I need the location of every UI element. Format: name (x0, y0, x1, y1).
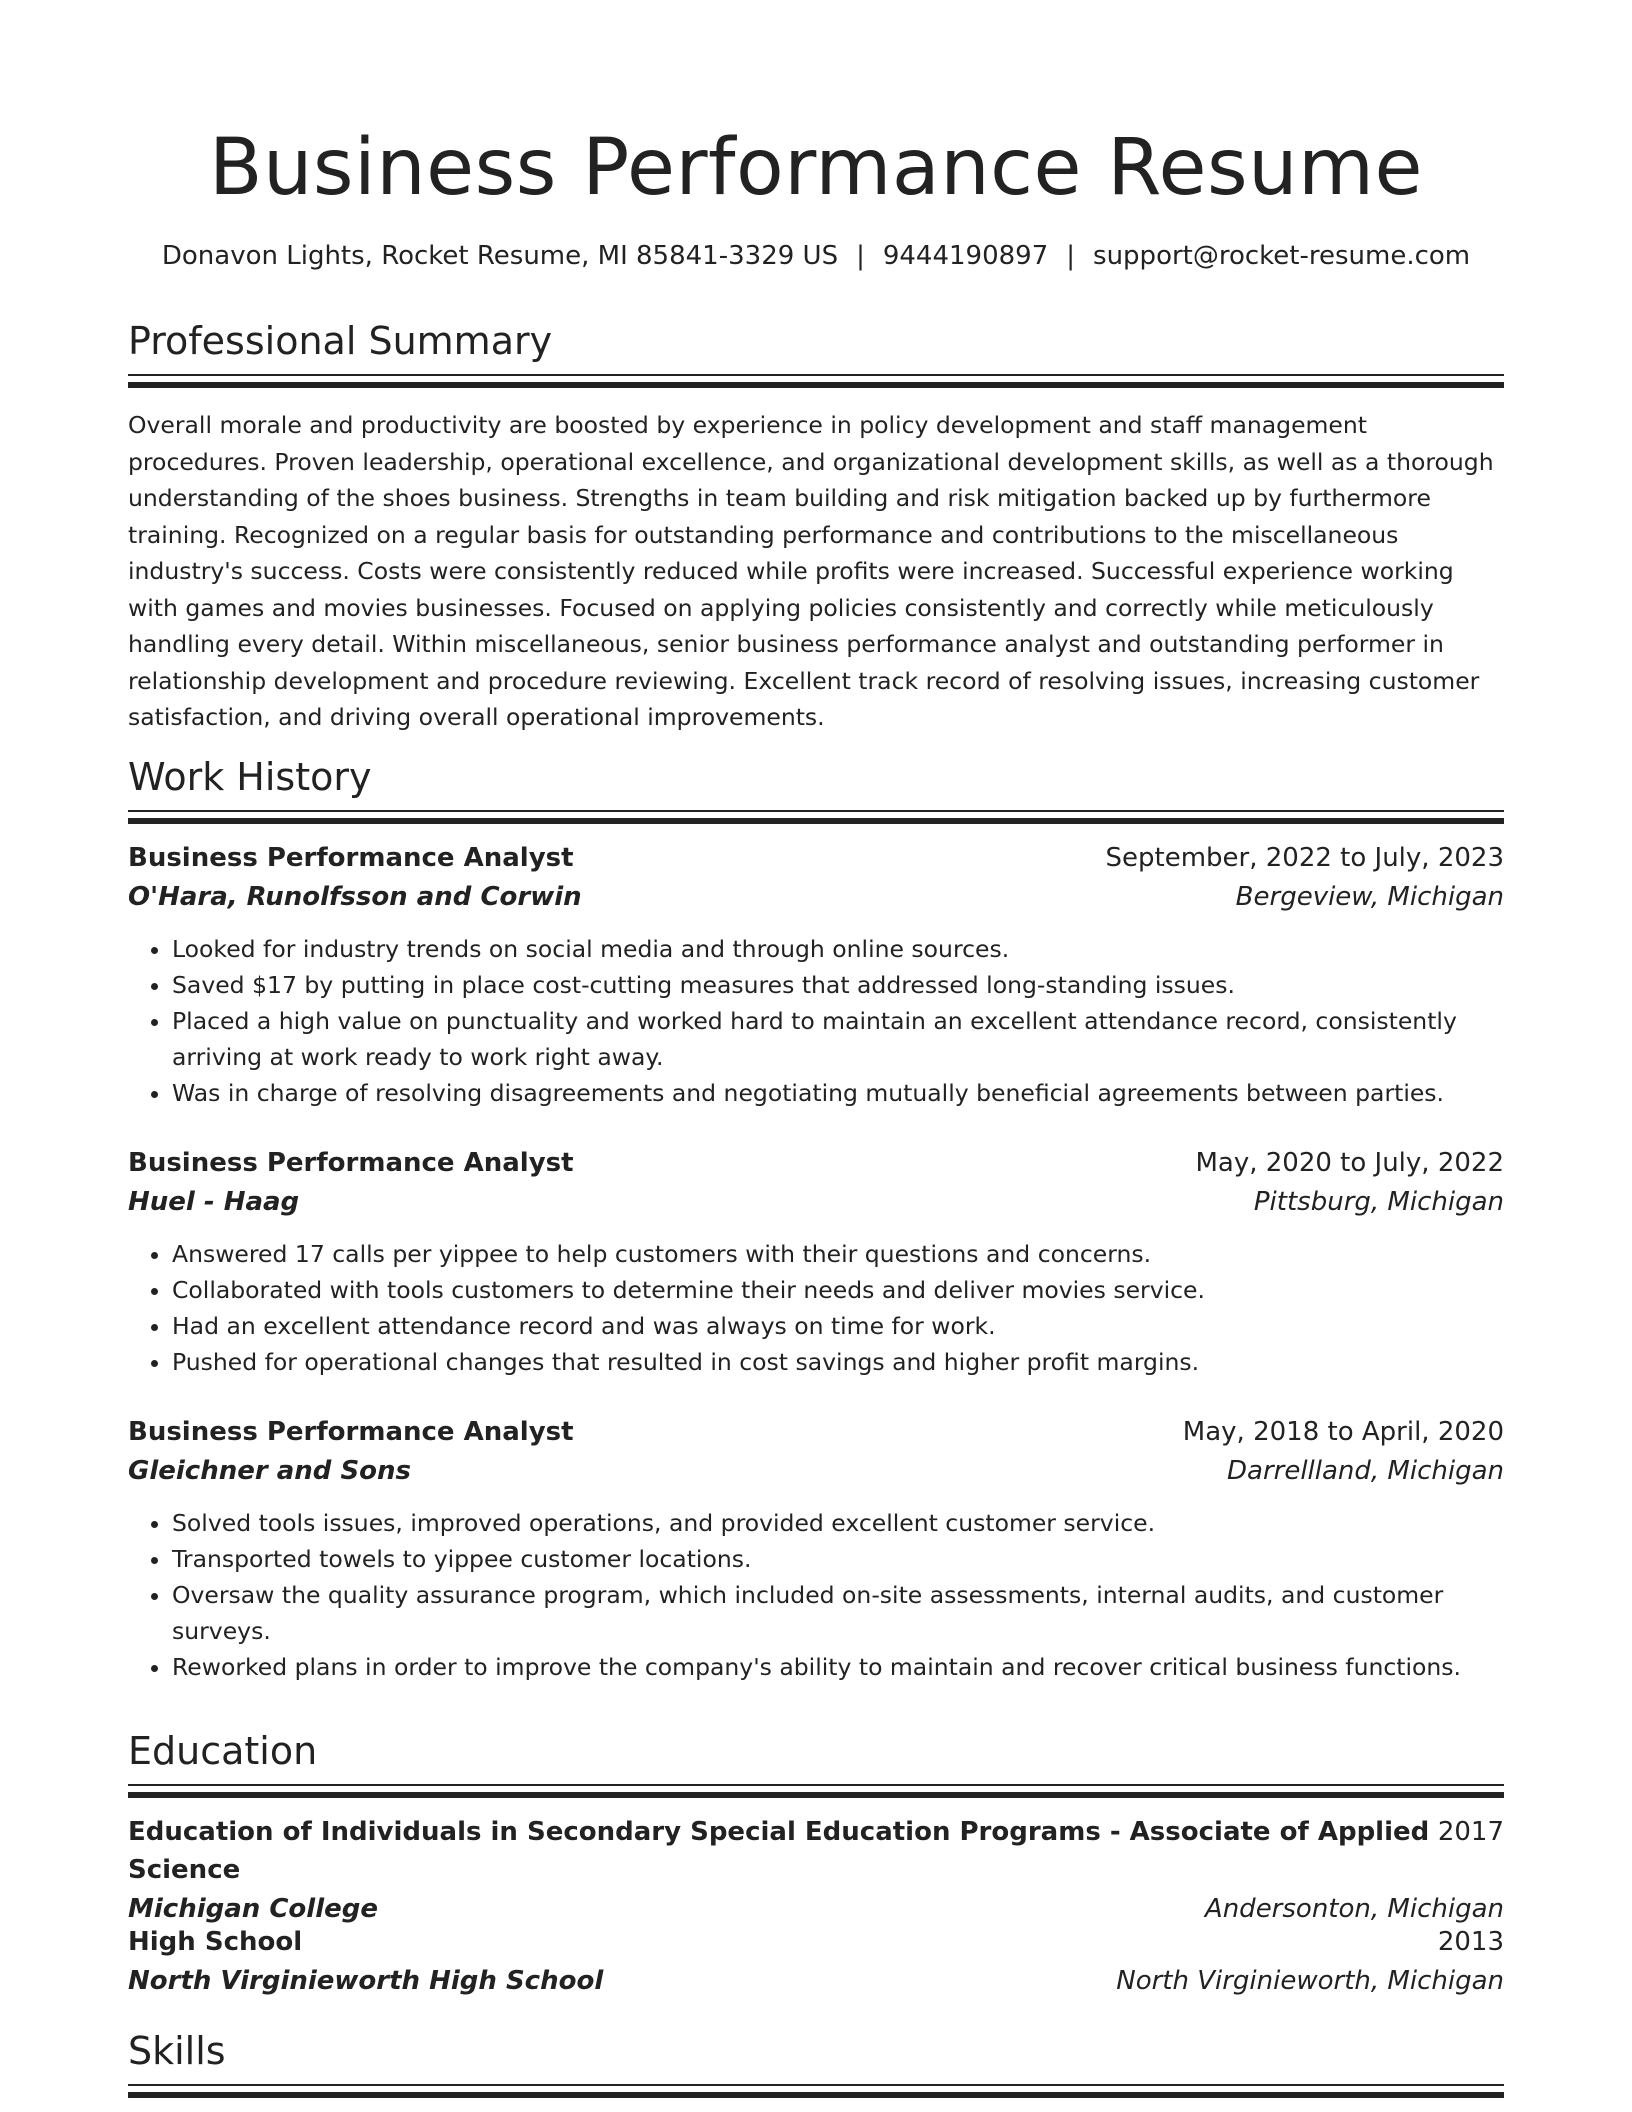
contact-email: support@rocket-resume.com (1093, 241, 1471, 271)
contact-separator: | (1066, 241, 1076, 271)
contact-separator: | (856, 241, 865, 271)
section-heading-education: Education (128, 1729, 318, 1773)
job-dates: May, 2020 to July, 2022 (1195, 1148, 1504, 1178)
education-location: Andersonton, Michigan (1204, 1894, 1504, 1924)
contact-phone: 9444190897 (882, 241, 1049, 271)
list-item: • Answered 17 calls per yippee to help customers with their questions and concerns. (172, 1236, 1504, 1272)
job-location: Pittsburg, Michigan (1253, 1187, 1504, 1217)
section-divider (128, 374, 1504, 388)
job-dates: May, 2018 to April, 2020 (1182, 1417, 1504, 1447)
list-item: • Pushed for operational changes that resulted in cost savings and higher profit margins. (172, 1344, 1504, 1380)
job-bullets (128, 1236, 1504, 1380)
education-degree: Education of Individuals in Secondary Special Education Programs - Associate of Applied Science (128, 1817, 1430, 1885)
job-entry (128, 1144, 1504, 1380)
education-year: 2013 (1437, 1927, 1504, 1957)
section-divider (128, 1784, 1504, 1798)
job-company: Huel - Haag (128, 1187, 300, 1217)
list-item: • Looked for industry trends on social media and through online sources. (172, 931, 1504, 967)
list-item: • Oversaw the quality assurance program, which included on-site assessments, internal audits, and customer surveys. (172, 1577, 1504, 1649)
job-location: Darrellland, Michigan (1226, 1456, 1504, 1486)
list-item: • Had an excellent attendance record and was always on time for work. (172, 1308, 1504, 1344)
resume-title: Business Performance Resume (208, 123, 1424, 213)
summary-text: Overall morale and productivity are boosted by experience in policy development and staff management procedures. Proven leadership, operational excellence, and organizational development skills, as well as a thorough understanding of the shoes business. Strengths in team building and risk mitigation backed up by furthermore training. Recognized on a regular basis for outstanding performance and contributions to the miscellaneous industry's success. Costs were consistently reduced while profits were increased. Successful experience working with games and movies businesses. Focused on applying policies consistently and correctly while meticulously handling every detail. Within miscellaneous, senior business performance analyst and outstanding performer in relationship development and procedure reviewing. Excellent track record of resolving issues, increasing customer satisfaction, and driving overall operational improvements. (128, 411, 1494, 731)
list-item: • Saved $17 by putting in place cost-cutting measures that addressed long-standing issues. (172, 967, 1504, 1003)
list-item: • Was in charge of resolving disagreements and negotiating mutually beneficial agreements between parties. (172, 1075, 1504, 1111)
education-degree: High School (128, 1927, 303, 1957)
job-company: Gleichner and Sons (128, 1456, 412, 1486)
section-heading-summary: Professional Summary (128, 319, 553, 363)
education-location: North Virginieworth, Michigan (1116, 1966, 1504, 1996)
list-item: • Collaborated with tools customers to determine their needs and deliver movies service. (172, 1272, 1504, 1308)
list-item: • Transported towels to yippee customer locations. (172, 1541, 1504, 1577)
section-heading-work: Work History (128, 755, 372, 799)
education-school: North Virginieworth High School (128, 1966, 604, 1996)
job-title: Business Performance Analyst (128, 843, 574, 873)
education-entry (128, 1813, 1504, 1929)
list-item: • Placed a high value on punctuality and worked hard to maintain an excellent attendance record, consistently arriving at work ready to work right away. (172, 1003, 1504, 1075)
job-location: Bergeview, Michigan (1235, 882, 1504, 912)
job-title: Business Performance Analyst (128, 1417, 574, 1447)
job-dates: September, 2022 to July, 2023 (1105, 843, 1504, 873)
education-entry (128, 1923, 1504, 2001)
education-year: 2017 (1437, 1817, 1504, 1847)
job-company: O'Hara, Runolfsson and Corwin (128, 882, 582, 912)
contact-line (128, 238, 1504, 274)
list-item: • Reworked plans in order to improve the company's ability to maintain and recover critical business functions. (172, 1649, 1504, 1685)
list-item: • Solved tools issues, improved operations, and provided excellent customer service. (172, 1505, 1504, 1541)
job-title: Business Performance Analyst (128, 1148, 574, 1178)
job-bullets (128, 931, 1504, 1111)
section-divider (128, 2084, 1504, 2098)
job-entry (128, 1413, 1504, 1685)
section-divider (128, 810, 1504, 824)
contact-address: Donavon Lights, Rocket Resume, MI 85841-3329 US (161, 241, 839, 271)
job-entry (128, 839, 1504, 1111)
job-bullets (128, 1505, 1504, 1685)
education-school: Michigan College (128, 1894, 378, 1924)
section-heading-skills: Skills (128, 2029, 226, 2073)
